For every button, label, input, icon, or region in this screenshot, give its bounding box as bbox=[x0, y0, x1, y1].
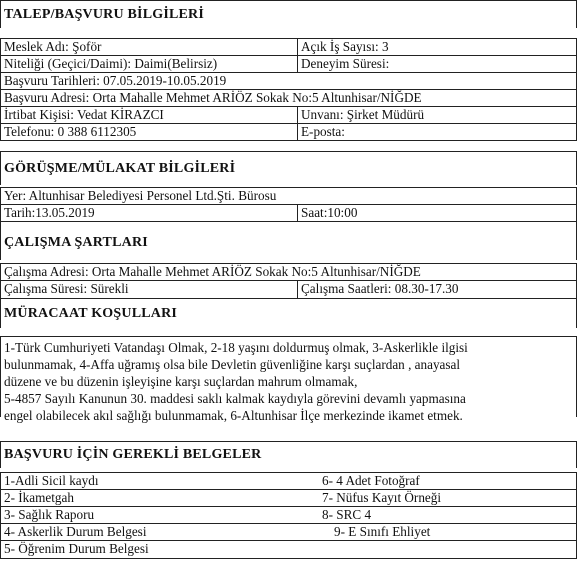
document-item: 2- İkametgah bbox=[4, 490, 74, 505]
section-title: ÇALIŞMA ŞARTLARI bbox=[4, 235, 148, 250]
section-title: BAŞVURU İÇİN GEREKLİ BELGELER bbox=[4, 447, 262, 462]
section-header-muracaat bbox=[0, 298, 577, 328]
document-item: 9- E Sınıfı Ehliyet bbox=[334, 524, 431, 539]
deneyim-field: Deneyim Süresi: bbox=[297, 56, 578, 72]
section-title: TALEP/BAŞVURU BİLGİLERİ bbox=[4, 7, 204, 22]
section-header-talep bbox=[0, 0, 577, 28]
document-item: 8- SRC 4 bbox=[322, 507, 372, 522]
condition-line: 1-Türk Cumhuriyeti Vatandaşı Olmak, 2-18 yaşını doldurmuş olmak, 3-Askerlikle ilgisi bbox=[4, 340, 468, 355]
condition-line: engel olabilecek akıl sağlığı bulunmamak, 6-Altunhisar İlçe merkezinde ikamet etmek. bbox=[4, 408, 463, 423]
condition-line: 5-4857 Sayılı Kanunun 30. maddesi saklı kalmak kaydıyla görevini devamlı yapmasına bbox=[4, 391, 466, 406]
row-calisma-sure bbox=[0, 280, 577, 298]
condition-line: düzene ve bu düzenin işleyişine karşı suçlardan mahrum olmamak, bbox=[4, 374, 358, 389]
row-irtibat bbox=[0, 106, 577, 123]
condition-line: bulunmamak, 4-Affa uğramış olsa bile Devletin güvenliğine karşı suçlardan , anayasal bbox=[4, 357, 461, 372]
row-calisma-adres bbox=[0, 263, 577, 280]
document-row bbox=[0, 523, 577, 540]
row-telefon bbox=[0, 123, 577, 141]
basvuru-adresi-field: Başvuru Adresi: Orta Mahalle Mehmet ARİÖZ Sokak No:5 Altunhisar/NİĞDE bbox=[4, 90, 422, 105]
document-item: 1-Adli Sicil kaydı bbox=[4, 473, 99, 488]
row-tarih-saat bbox=[0, 204, 577, 222]
row-meslek bbox=[0, 38, 577, 55]
tarih-field: Tarih:13.05.2019 bbox=[4, 205, 95, 220]
section-header-calisma bbox=[0, 222, 577, 260]
niteligi-field: Niteliği (Geçici/Daimi): Daimi(Belirsiz) bbox=[4, 56, 218, 71]
calisma-suresi-field: Çalışma Süresi: Sürekli bbox=[4, 281, 129, 296]
unvani-field: Unvanı: Şirket Müdürü bbox=[297, 107, 578, 123]
row-yer bbox=[0, 187, 577, 204]
acik-is-field: Açık İş Sayısı: 3 bbox=[297, 39, 578, 55]
section-title: GÖRÜŞME/MÜLAKAT BİLGİLERİ bbox=[4, 161, 236, 176]
calisma-adresi-field: Çalışma Adresi: Orta Mahalle Mehmet ARİÖZ Sokak No:5 Altunhisar/NİĞDE bbox=[4, 264, 421, 279]
row-niteligi bbox=[0, 55, 577, 72]
document-row bbox=[0, 489, 577, 506]
irtibat-field: İrtibat Kişisi: Vedat KİRAZCI bbox=[4, 107, 164, 122]
yer-field: Yer: Altunhisar Belediyesi Personel Ltd.Şti. Bürosu bbox=[4, 188, 277, 203]
document-row bbox=[0, 472, 577, 489]
section-title: MÜRACAAT KOŞULLARI bbox=[4, 306, 178, 321]
section-header-gorusme bbox=[0, 151, 577, 185]
basvuru-tarihleri-field: Başvuru Tarihleri: 07.05.2019-10.05.2019 bbox=[4, 73, 227, 88]
muracaat-conditions bbox=[0, 336, 577, 423]
document-item: 7- Nüfus Kayıt Örneği bbox=[322, 490, 442, 505]
row-adres bbox=[0, 89, 577, 106]
document-item: 5- Öğrenim Durum Belgesi bbox=[4, 541, 149, 556]
saat-field: Saat:10:00 bbox=[297, 205, 578, 221]
document-row bbox=[0, 506, 577, 523]
document-row bbox=[0, 540, 577, 559]
row-tarihler bbox=[0, 72, 577, 89]
calisma-saatleri-field: Çalışma Saatleri: 08.30-17.30 bbox=[297, 281, 578, 298]
document-item: 3- Sağlık Raporu bbox=[4, 507, 95, 522]
document-item: 4- Askerlik Durum Belgesi bbox=[4, 524, 147, 539]
telefon-field: Telefonu: 0 388 6112305 bbox=[4, 124, 137, 139]
section-header-belgeler bbox=[0, 441, 577, 468]
meslek-field: Meslek Adı: Şoför bbox=[4, 39, 102, 54]
eposta-field: E-posta: bbox=[297, 124, 578, 140]
document-item: 6- 4 Adet Fotoğraf bbox=[322, 473, 420, 488]
